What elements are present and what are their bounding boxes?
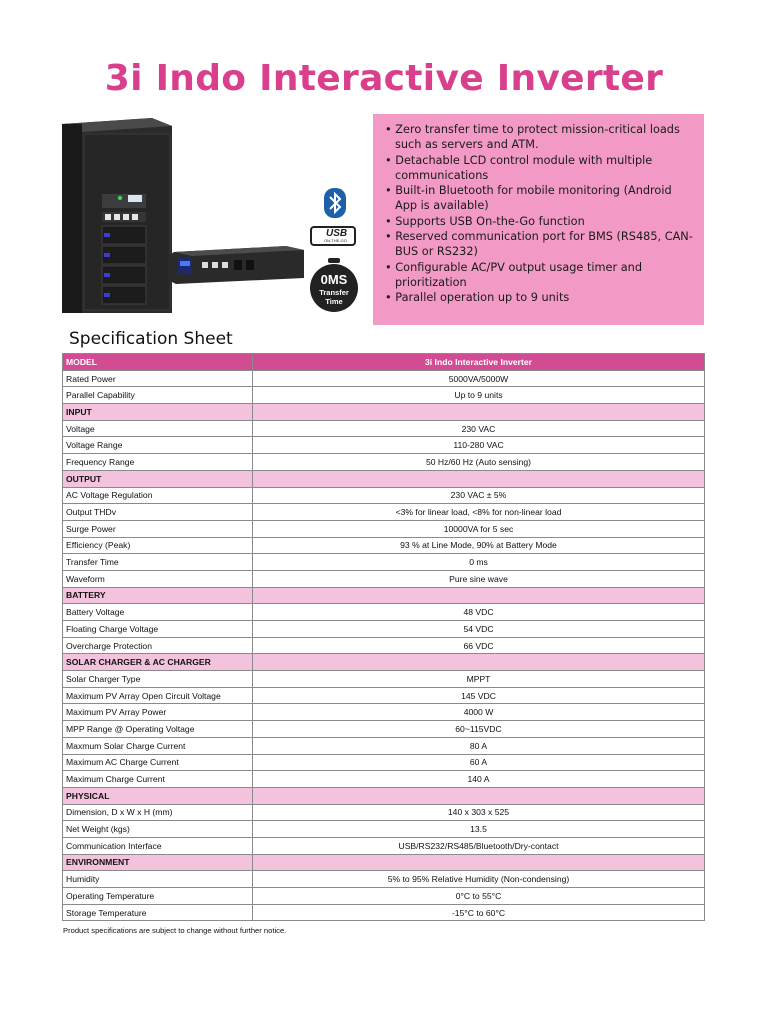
feature-list [381,122,694,306]
spec-section-label: MODEL [63,354,253,371]
spec-row [63,437,705,454]
spec-label: Floating Charge Voltage [63,621,253,638]
spec-label: Transfer Time [63,554,253,571]
spec-section-label: SOLAR CHARGER & AC CHARGER [63,654,253,671]
feature-item: • Supports USB On-the-Go function [381,214,694,229]
feature-item: • Zero transfer time to protect mission-critical loads such as servers and ATM. [381,122,694,153]
bluetooth-icon [324,188,346,218]
spec-row [63,687,705,704]
spec-value: 60~115VDC [253,721,705,738]
spec-value: 0 ms [253,554,705,571]
spec-row [63,637,705,654]
spec-label: Voltage Range [63,437,253,454]
spec-section-row [63,587,705,604]
spec-section-row [63,470,705,487]
spec-section-label: OUTPUT [63,470,253,487]
spec-model-row [63,354,705,371]
spec-section-label: PHYSICAL [63,787,253,804]
spec-row [63,570,705,587]
spec-label: Rated Power [63,370,253,387]
spec-value: -15°C to 60°C [253,904,705,921]
spec-value: 80 A [253,737,705,754]
spec-row [63,387,705,404]
spec-label: Maximum PV Array Power [63,704,253,721]
spec-value: 230 VAC ± 5% [253,487,705,504]
transfer-sub-2: Time [325,297,343,306]
spec-row [63,537,705,554]
spec-label: Net Weight (kgs) [63,821,253,838]
spec-label: Maximum AC Charge Current [63,754,253,771]
spec-row [63,504,705,521]
spec-value: 0°C to 55°C [253,888,705,905]
spec-row [63,487,705,504]
feature-item: • Parallel operation up to 9 units [381,290,694,305]
spec-row [63,888,705,905]
spec-value: 93 % at Line Mode, 90% at Battery Mode [253,537,705,554]
spec-value: 48 VDC [253,604,705,621]
spec-label: Surge Power [63,520,253,537]
spec-value: 5% to 95% Relative Humidity (Non-condensing) [253,871,705,888]
feature-list-box [373,114,704,325]
spec-label: Solar Charger Type [63,671,253,688]
spec-section-row [63,854,705,871]
transfer-main: 0MS [320,272,348,287]
spec-label: MPP Range @ Operating Voltage [63,721,253,738]
spec-label: Voltage [63,420,253,437]
spec-value [253,854,705,871]
spec-value: 66 VDC [253,637,705,654]
usb-sublabel: ON-THE-GO [324,238,347,243]
spec-row [63,737,705,754]
spec-value: MPPT [253,671,705,688]
spec-section-label: BATTERY [63,587,253,604]
feature-item: • Configurable AC/PV output usage timer and prioritization [381,260,694,291]
spec-row [63,721,705,738]
spec-value: 3i Indo Interactive Inverter [253,354,705,371]
spec-row [63,671,705,688]
spec-row [63,704,705,721]
spec-label: Storage Temperature [63,904,253,921]
spec-value: 13.5 [253,821,705,838]
feature-item: • Reserved communication port for BMS (RS485, CAN-BUS or RS232) [381,229,694,260]
spec-label: Operating Temperature [63,888,253,905]
spec-row [63,621,705,638]
spec-value [253,787,705,804]
spec-row [63,454,705,471]
spec-value [253,470,705,487]
spec-label: Dimension, D x W x H (mm) [63,804,253,821]
spec-value: 4000 W [253,704,705,721]
spec-section-label: ENVIRONMENT [63,854,253,871]
transfer-sub-1: Transfer [319,288,349,297]
rack-inverter-image [168,242,304,284]
transfer-time-icon [310,258,358,314]
spec-value: 5000VA/5000W [253,370,705,387]
spec-value: <3% for linear load, <8% for non-linear load [253,504,705,521]
spec-value: 145 VDC [253,687,705,704]
spec-row [63,754,705,771]
spec-row [63,804,705,821]
spec-value: 10000VA for 5 sec [253,520,705,537]
spec-label: Frequency Range [63,454,253,471]
spec-value: USB/RS232/RS485/Bluetooth/Dry-contact [253,837,705,854]
spec-section-row [63,787,705,804]
feature-item: • Built-in Bluetooth for mobile monitoring (Android App is available) [381,183,694,214]
spec-value [253,404,705,421]
page-title: 3i Indo Interactive Inverter [104,58,664,99]
usb-label: USB [326,228,348,239]
spec-value [253,587,705,604]
usb-otg-icon [310,226,356,246]
spec-table [62,353,705,921]
spec-label: Maximum Charge Current [63,771,253,788]
spec-value: 50 Hz/60 Hz (Auto sensing) [253,454,705,471]
spec-value [253,654,705,671]
spec-label: Maxmum Solar Charge Current [63,737,253,754]
spec-row [63,771,705,788]
spec-row [63,604,705,621]
spec-row [63,837,705,854]
spec-value: Up to 9 units [253,387,705,404]
spec-value: Pure sine wave [253,570,705,587]
spec-row [63,370,705,387]
spec-label: Waveform [63,570,253,587]
spec-label: Efficiency (Peak) [63,537,253,554]
spec-label: Overcharge Protection [63,637,253,654]
spec-value: 230 VAC [253,420,705,437]
spec-label: Humidity [63,871,253,888]
spec-section-label: INPUT [63,404,253,421]
footnote: Product specifications are subject to change without further notice. [63,926,287,935]
spec-row [63,821,705,838]
feature-item: • Detachable LCD control module with multiple communications [381,153,694,184]
spec-value: 140 A [253,771,705,788]
spec-row [63,871,705,888]
spec-sheet-title: Specification Sheet [69,329,233,349]
spec-value: 60 A [253,754,705,771]
spec-value: 54 VDC [253,621,705,638]
spec-value: 140 x 303 x 525 [253,804,705,821]
spec-label: Battery Voltage [63,604,253,621]
spec-label: Parallel Capability [63,387,253,404]
spec-row [63,904,705,921]
spec-row [63,420,705,437]
spec-label: Maximum PV Array Open Circuit Voltage [63,687,253,704]
spec-label: AC Voltage Regulation [63,487,253,504]
spec-label: Communication Interface [63,837,253,854]
spec-section-row [63,404,705,421]
spec-label: Output THDv [63,504,253,521]
spec-value: 110-280 VAC [253,437,705,454]
cabinet-inverter-image [62,118,172,313]
spec-row [63,520,705,537]
spec-section-row [63,654,705,671]
spec-row [63,554,705,571]
